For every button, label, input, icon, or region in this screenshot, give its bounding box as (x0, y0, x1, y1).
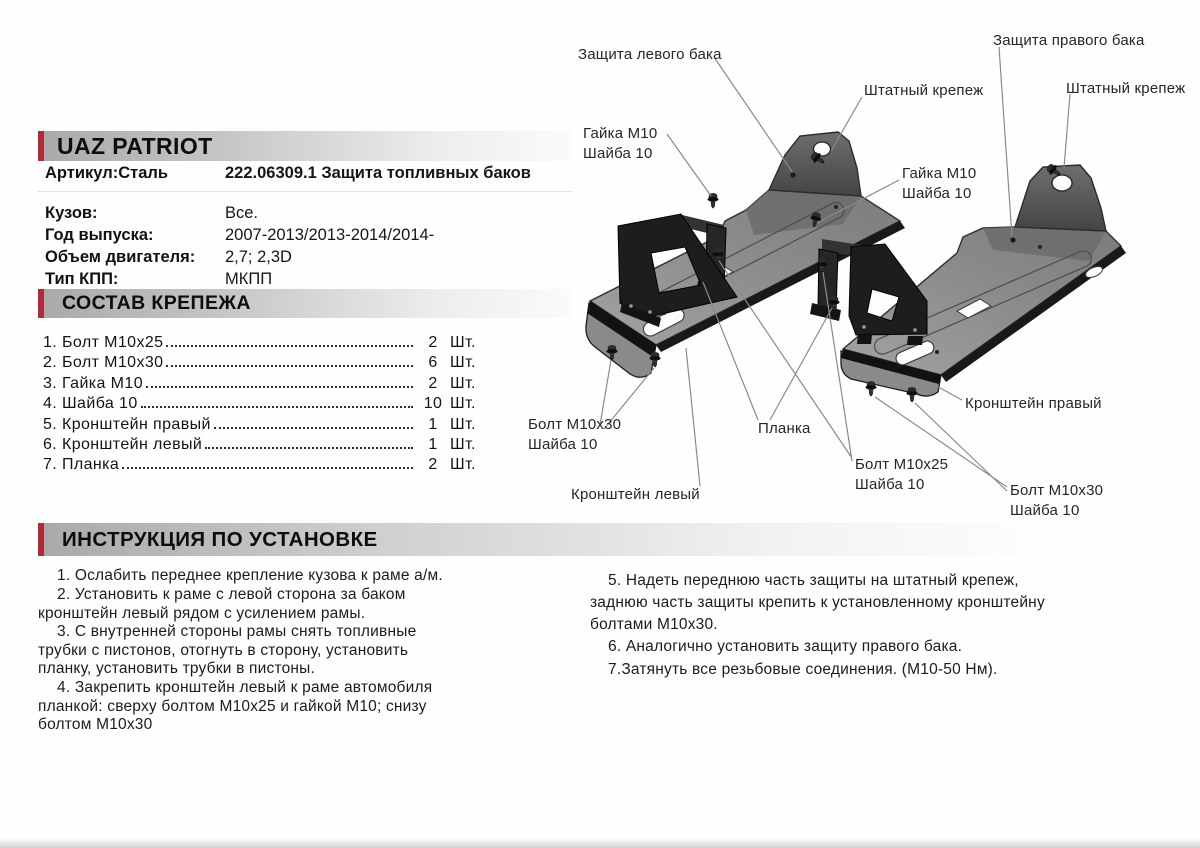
install-section-bar (38, 523, 1166, 556)
callout-bolt25: Болт М10х25 Шайба 10 (855, 456, 949, 493)
bolt-icon (906, 387, 917, 403)
hardware-list (43, 334, 495, 477)
callout-bolt30-right: Болт М10х30 Шайба 10 (1010, 482, 1104, 519)
hardware-row: 3. Гайка М10 2 Шт. (43, 374, 476, 392)
bolt-icon (865, 381, 876, 397)
callout-bolt30-left: Болт М10х30 Шайба 10 (528, 416, 622, 453)
spec-row-gearbox: Тип КПП: МКПП (45, 270, 273, 288)
spec-row-engine: Объем двигателя: 2,7; 2,3D (45, 248, 292, 266)
hardware-row: 4. Шайба 10 10 Шт. (43, 395, 476, 413)
brand-bar (38, 131, 572, 161)
spec-row-years: Год выпуска: 2007-2013/2013-2014/2014- (45, 226, 435, 244)
hardware-row: 5. Кронштейн правый 1 Шт. (43, 415, 476, 433)
brand-title: UAZ PATRIOT (57, 132, 213, 159)
articul-row (45, 164, 531, 183)
callout-nut-washer-left: Гайка М10 Шайба 10 (583, 125, 658, 162)
callout-nut-washer-mid: Гайка М10 Шайба 10 (902, 165, 977, 202)
callout-left-guard: Защита левого бака (578, 46, 722, 63)
bottom-strip (0, 838, 1200, 848)
hardware-section-title: СОСТАВ КРЕПЕЖА (62, 292, 251, 314)
spec-row-body: Кузов: Все. (45, 204, 259, 222)
callout-oem-mount-left: Штатный крепеж (864, 82, 984, 99)
callout-planka: Планка (758, 420, 811, 437)
hardware-section-bar (38, 289, 572, 318)
callout-right-guard: Защита правого бака (993, 32, 1145, 49)
callout-oem-mount-right: Штатный крепеж (1066, 80, 1186, 97)
callout-bracket-left: Кронштейн левый (571, 486, 700, 503)
hardware-row: 1. Болт М10х25 2 Шт. (43, 334, 476, 351)
articul-label: Артикул:Сталь (45, 164, 168, 182)
callout-bracket-right: Кронштейн правый (965, 395, 1102, 412)
right-tab-hole (1052, 175, 1072, 191)
instruction-sheet: Защита левого бака Защита правого бака Штатный крепеж Штатный крепеж Гайка М10 Шайба 10 Гайка М10 Шайба 10 Болт М10х30 Шайба 10 Планка Кронштейн левый Болт М10х25 Шайба 10 Кронштейн правый Болт М10х30 Шайба 10 UAZ PATRIOT Артикул:Сталь 222.06309.1 Защита топливных баков Кузов: Все. Год выпуска: 2007-2013/2013-2014/2014- Объем двигателя: 2,7; 2,3D Тип КПП: МКПП СОСТАВ КРЕПЕЖА 1. Болт М10х25 2 Шт. 2. Болт М10х30 6 Шт. 3. Гайка М10 2 Шт. 4. Шайба 10 10 Шт. 5. Кронштейн правый 1 Шт. 6. Кронштейн левый 1 Шт. 7. Планка 2 Шт. ИНСТРУКЦИЯ ПО УСТАНОВКЕ 1. Ослабить переднее крепление кузова к раме а/м. 2. Установить к раме с левой сторона за баком кронштейн левый рядом с усилением рамы. 3. С внутренней стороны рамы снять топливные трубки с пистонов, отогнуть в сторону, установить планку, установить трубки в пистоны. 4. Закрепить кронштейн левый к раме автомобиля планкой: сверху болтом М10х25 и гайкой М10; снизу болтом М10х30 5. Надеть переднюю часть защиты на штатный крепеж, заднюю часть защиты крепить к установленному кронштейну болтами М10х30. 6. Аналогично установить защиту правого бака. 7.Затянуть все резьбовые соединения. (М10-50 Нм). (0, 0, 1200, 848)
hardware-row: 2. Болт М10х30 6 Шт. (43, 354, 476, 372)
hardware-row: 6. Кронштейн левый 1 Шт. (43, 435, 476, 453)
divider (38, 191, 572, 192)
right-bracket (810, 239, 927, 345)
hardware-row: 7. Планка 2 Шт. (43, 456, 476, 474)
left-rear-tab (769, 132, 861, 196)
articul-value: 222.06309.1 Защита топливных баков (225, 164, 531, 182)
bolt-icon (707, 193, 718, 209)
install-section-title: ИНСТРУКЦИЯ ПО УСТАНОВКЕ (62, 527, 378, 551)
